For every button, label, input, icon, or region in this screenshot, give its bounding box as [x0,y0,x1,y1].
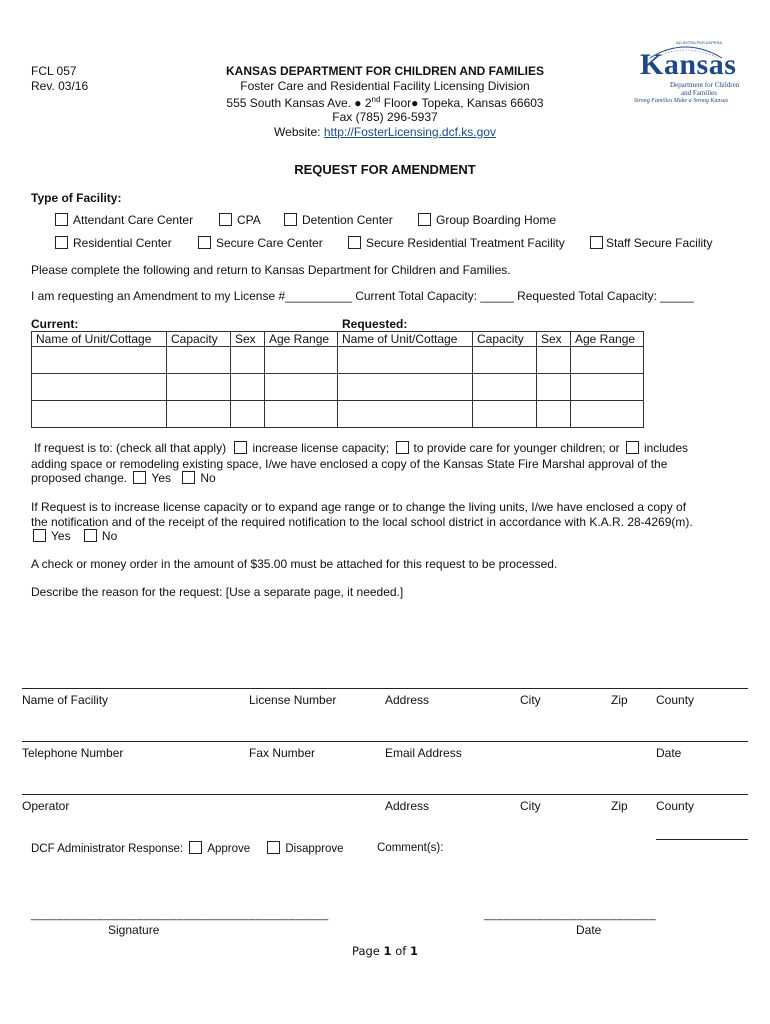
facility-option[interactable]: CPA [219,213,261,227]
units-table [31,331,644,428]
agency-name: KANSAS DEPARTMENT FOR CHILDREN AND FAMILIES [226,64,544,78]
table-header-row [32,332,644,347]
facility-option[interactable]: Attendant Care Center [55,213,193,227]
form-id: FCL 057 [31,64,77,78]
telephone-label: Telephone Number [22,746,124,760]
facility-type-label: Type of Facility: [31,191,122,205]
table-header: Age Range [265,332,338,347]
checkbox[interactable] [55,236,68,249]
facility-option[interactable]: Secure Residential Treatment Facility [348,236,565,250]
proposed-change-line: proposed change. Yes No [31,471,216,485]
school-notice-choice: Yes No [33,529,117,543]
table-header: Age Range [571,332,644,347]
table-header: Capacity [167,332,231,347]
younger-children-checkbox[interactable] [396,441,409,454]
signature-date-label: Date [576,923,602,937]
school-no-checkbox[interactable] [84,529,97,542]
table-row[interactable] [32,347,644,374]
facility-option[interactable]: Staff Secure Facility [590,236,713,250]
signature-label: Signature [108,923,160,937]
operator-county-label: County [656,799,695,813]
fire-marshal-text: adding space or remodeling existing space, I/we have enclosed a copy of the Kansas State Fire Marshal approval of the [31,457,668,471]
table-row[interactable] [32,401,644,428]
operator-city-label: City [520,799,541,813]
current-label: Current: [31,317,79,331]
county-label: County [656,693,695,707]
table-header: Sex [231,332,265,347]
license-number-label: License Number [249,693,337,707]
checkbox[interactable] [348,236,361,249]
checkbox[interactable] [198,236,211,249]
table-header: Name of Unit/Cottage [32,332,167,347]
checkbox[interactable] [590,236,603,249]
fee-text: A check or money order in the amount of $35.00 must be attached for this request to be processed. [31,557,558,571]
date-label: Date [656,746,682,760]
website-link[interactable]: http://FosterLicensing.dcf.ks.gov [323,125,496,139]
facility-name-label: Name of Facility [22,693,109,707]
divider [22,794,748,795]
facility-option[interactable]: Detention Center [284,213,393,227]
facility-option[interactable]: Residential Center [55,236,172,250]
table-header: Capacity [473,332,537,347]
page-number: Page 1 of 1 [352,944,418,958]
disapprove-checkbox[interactable] [267,841,280,854]
checkbox[interactable] [418,213,431,226]
operator-label: Operator [22,799,70,813]
remodel-checkbox[interactable] [626,441,639,454]
table-header: Name of Unit/Cottage [338,332,473,347]
signature-line[interactable]: _____________________________________________ [31,909,329,921]
request-options-line: If request is to: (check all that apply) increase license capacity; to provide care for younger children; or includes [34,441,688,455]
facility-option[interactable]: Secure Care Center [198,236,323,250]
zip-label: Zip [611,693,628,707]
school-notice-line2: the notification and of the receipt of the required notification to the local school district in accordance with K.A.R. 28-4269(m). [31,515,693,529]
date-line[interactable]: __________________________ [484,909,657,921]
admin-response-line: DCF Administrator Response: Approve Disapprove [31,843,344,855]
agency-address: 555 South Kansas Ave. ● 2nd Floor● Topeka, Kansas 66603 [226,95,544,110]
fax-number-label: Fax Number [249,746,316,760]
describe-reason-text: Describe the reason for the request: [Use a separate page, it needed.] [31,585,404,599]
facility-option[interactable]: Group Boarding Home [418,213,556,227]
fire-marshal-no-checkbox[interactable] [182,471,195,484]
table-header: Sex [537,332,571,347]
fire-marshal-yes-checkbox[interactable] [133,471,146,484]
school-notice-line1: If Request is to increase license capacity or to expand age range or to change the living units, I/we have enclosed a copy of [31,500,687,514]
operator-address-label: Address [385,799,430,813]
checkbox[interactable] [284,213,297,226]
school-yes-checkbox[interactable] [33,529,46,542]
checkbox[interactable] [219,213,232,226]
form-title: REQUEST FOR AMENDMENT [294,162,476,177]
checkbox[interactable] [55,213,68,226]
license-request-line[interactable]: I am requesting an Amendment to my License #__________ Current Total Capacity: _____ Requested Total Capacity: _____ [31,289,694,303]
requested-label: Requested: [342,317,408,331]
email-label: Email Address [385,746,462,760]
comments-label: Comment(s): [377,842,444,854]
city-label: City [520,693,541,707]
address-label: Address [385,693,430,707]
divider [22,688,748,689]
agency-website: Website: http://FosterLicensing.dcf.ks.gov [274,125,496,139]
approve-checkbox[interactable] [189,841,202,854]
divider [22,741,748,742]
form-revision: Rev. 03/16 [31,79,89,93]
instructions-text: Please complete the following and return to Kansas Department for Children and Families. [31,263,511,277]
increase-capacity-checkbox[interactable] [234,441,247,454]
operator-zip-label: Zip [611,799,628,813]
division-name: Foster Care and Residential Facility Licensing Division [240,79,530,93]
table-row[interactable] [32,374,644,401]
county-underline [656,839,748,840]
agency-fax: Fax (785) 296-5937 [332,110,438,124]
kansas-dcf-logo: AD ASTRA PER ASPERA Kansas Department for Children and Families Strong Families Make a Strong Kansas [630,38,740,108]
